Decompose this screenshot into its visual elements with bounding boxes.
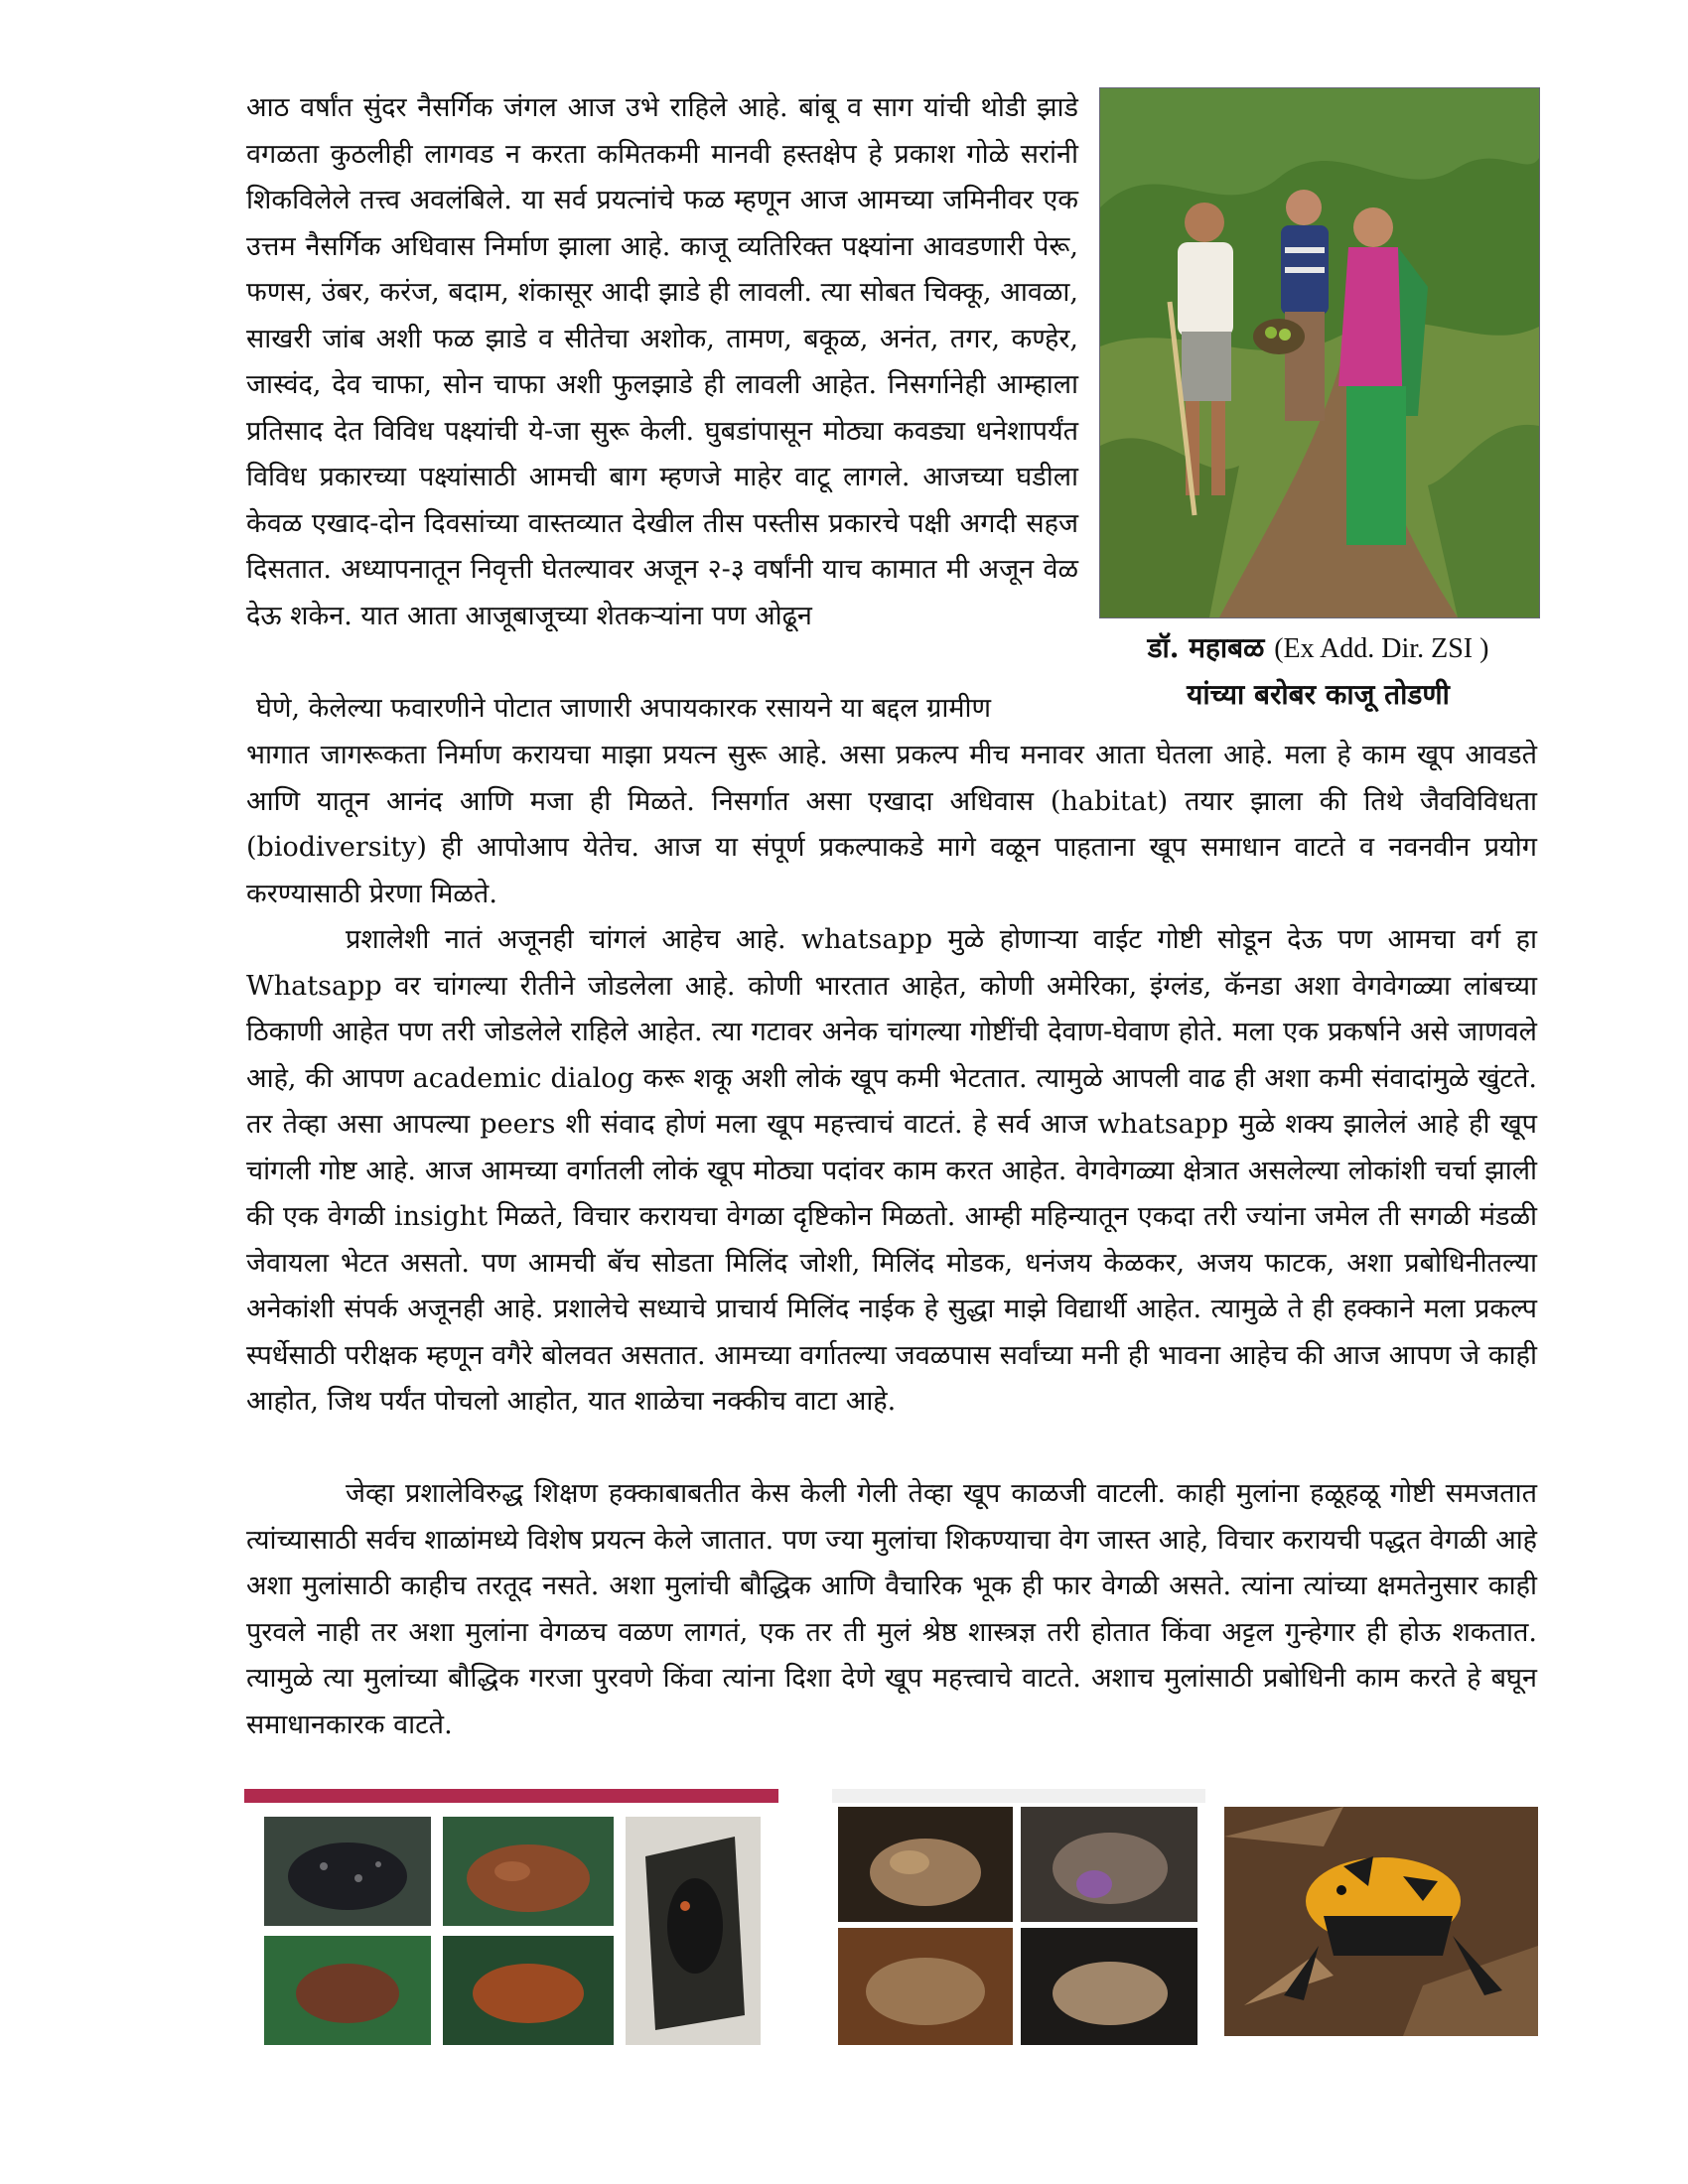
frog-photo-4 <box>1021 1928 1197 2045</box>
frog-photo-2 <box>1021 1807 1197 1922</box>
photo-caption <box>1082 625 1554 718</box>
figure-caption-text <box>248 2051 774 2091</box>
caption-title: (Ex Add. Dir. ZSI ) <box>1274 633 1489 664</box>
frog-photo-c <box>626 1817 761 2045</box>
figure-header-bar <box>244 1789 778 1803</box>
figure-caption-text <box>836 2049 1201 2073</box>
frog-colour-variation-figure <box>244 1789 778 2093</box>
frog-photo-3 <box>838 1928 1013 2045</box>
paragraph-3: जेव्हा प्रशालेविरुद्ध शिक्षण हक्काबाबतीत केस केली गेली तेव्हा खूप काळजी वाटली. काही मुलांना हळूहळू गोष्टी समजतात त्यांच्यासाठी सर्वच शाळांमध्ये विशेष प्रयत्न केले जातात. पण ज्या मुलांचा शिकण्याचा वेग जास्त आहे, विचार करायची पद्धत वेगळी आहे अशा मुलांसाठी काहीच तरतूद नसते. अशा मुलांची बौद्धिक आणि वैचारिक भूक ही फार वेगळी असते. त्यांना त्यांच्या क्षमतेनुसार काही पुरवले नाही तर अशा मुलांना वेगळच वळण लागतं, एक तर ती मुलं श्रेष्ठ शास्त्रज्ञ तरी होतात किंवा अट्टल गुन्हेगार ही होऊ शकतात. त्यामुळे त्या मुलांच्या बौद्धिक गरजा पुरवणे किंवा त्यांना दिशा देणे खूप महत्त्वाचे वाटते. अशाच मुलांसाठी प्रबोधिनी काम करते हे बघून समाधानकारक वाटते. <box>246 1478 1537 1740</box>
orange-frog-photo <box>1224 1807 1538 2036</box>
caption-name: डॉ. महाबळ <box>1147 631 1265 664</box>
frog-photo-a <box>264 1817 431 1926</box>
frog-photos-grid-figure <box>832 1789 1205 2077</box>
caption-line2: यांच्या बरोबर काजू तोडणी <box>1187 678 1450 711</box>
paragraph-1-full-width: भागात जागरूकता निर्माण करायचा माझा प्रयत्न सुरू आहे. असा प्रकल्प मीच मनावर आता घेतला आहे. मला हे काम खूप आवडते आणि यातून आनंद आणि मजा ही मिळते. निसर्गात असा एखादा अधिवास (habitat) तयार झाला की तिथे जैवविविधता (biodiversity) ही आपोआप येतेच. आज या संपूर्ण प्रकल्पाकडे मागे वळून पाहताना खूप समाधान वाटते व नवनवीन प्रयोग करण्यासाठी प्रेरणा मिळते. <box>246 740 1537 909</box>
paragraph-1: आठ वर्षांत सुंदर नैसर्गिक जंगल आज उभे राहिले आहे. बांबू व साग यांची थोडी झाडे वगळता कुठलीही लागवड न करता कमितकमी मानवी हस्तक्षेप हे प्रकाश गोळे सरांनी शिकविलेले तत्त्व अवलंबिले. या सर्व प्रयत्नांचे फळ म्हणून आज आमच्या जमिनीवर एक उत्तम नैसर्गिक अधिवास निर्माण झाला आहे. काजू व्यतिरिक्त पक्ष्यांना आवडणारी पेरू, फणस, उंबर, करंज, बदाम, शंकासूर आदी झाडे ही लावली. त्या सोबत चिक्कू, आवळा, साखरी जांब अशी फळ झाडे व सीतेचा अशोक, तामण, बकूळ, अनंत, तगर, कण्हेर, जास्वंद, देव चाफा, सोन चाफा अशी फुलझाडे ही लावली आहेत. निसर्गानेही आम्हाला प्रतिसाद देत विविध पक्ष्यांची ये-जा सुरू केली. घुबडांपासून मोठ्या कवड्या धनेशापर्यंत विविध प्रकारच्या पक्ष्यांसाठी आमची बाग म्हणजे माहेर वाटू लागले. आजच्या घडीला केवळ एखाद-दोन दिवसांच्या वास्तव्यात देखील तीस पस्तीस प्रकारचे पक्षी अगदी सहज दिसतात. अध्यापनातून निवृत्ती घेतल्यावर अजून २-३ वर्षांनी याच कामात मी अजून वेळ देऊ शकेन. यात आता आजूबाजूच्या शेतकऱ्यांना पण ओढून <box>246 92 1078 631</box>
frog-photo-b <box>443 1817 614 1926</box>
cashew-picking-photo <box>1099 87 1540 618</box>
figure-header-bar <box>832 1789 1205 1803</box>
paragraph-2: प्रशालेशी नातं अजूनही चांगलं आहेच आहे. whatsapp मुळे होणाऱ्या वाईट गोष्टी सोडून देऊ पण आमचा वर्ग हा Whatsapp वर चांगल्या रीतीने जोडलेला आहे. कोणी भारतात आहेत, कोणी अमेरिका, इंग्लंड, कॅनडा अशा वेगवेगळ्या लांबच्या ठिकाणी आहेत पण तरी जोडलेले राहिले आहेत. त्या गटावर अनेक चांगल्या गोष्टींची देवाण-घेवाण होते. मला एक प्रकर्षाने असे जाणवले आहे, की आपण academic dialog करू शकू अशी लोकं खूप कमी भेटतात. त्यामुळे आपली वाढ ही अशा कमी संवादांमुळे खुंटते. तर तेव्हा असा आपल्या peers शी संवाद होणं मला खूप महत्त्वाचं वाटतं. हे सर्व आज whatsapp मुळे शक्य झालेलं आहे ही खूप चांगली गोष्ट आहे. आज आमच्या वर्गातली लोकं खूप मोठ्या पदांवर काम करत आहेत. वेगवेगळ्या क्षेत्रात असलेल्या लोकांशी चर्चा झाली की एक वेगळी insight मिळते, विचार करायचा वेगळा दृष्टिकोन मिळतो. आम्ही महिन्यातून एकदा तरी ज्यांना जमेल ती सगळी मंडळी जेवायला भेटत असतो. पण आमची बॅच सोडता मिलिंद जोशी, मिलिंद मोडक, धनंजय केळकर, अजय फाटक, अशा प्रबोधिनीतल्या अनेकांशी संपर्क अजूनही आहे. प्रशालेचे सध्याचे प्राचार्य मिलिंद नाईक हे सुद्धा माझे विद्यार्थी आहेत. त्यामुळे ते ही हक्काने मला प्रकल्प स्पर्धेसाठी परीक्षक म्हणून वगैरे बोलवत असतात. आमच्या वर्गातल्या जवळपास सर्वांच्या मनी ही भावना आहेच की आज आपण जे काही आहोत, जिथ पर्यंत पोचलो आहोत, यात शाळेचा नक्कीच वाटा आहे. <box>246 924 1537 1417</box>
frog-photo-1 <box>838 1807 1013 1922</box>
frog-photo-e <box>443 1936 614 2045</box>
frog-photo-d <box>264 1936 431 2045</box>
paragraph-1-continued: घेणे, केलेल्या फवारणीने पोटात जाणारी अपायकारक रसायने या बद्दल ग्रामीण <box>256 693 991 724</box>
